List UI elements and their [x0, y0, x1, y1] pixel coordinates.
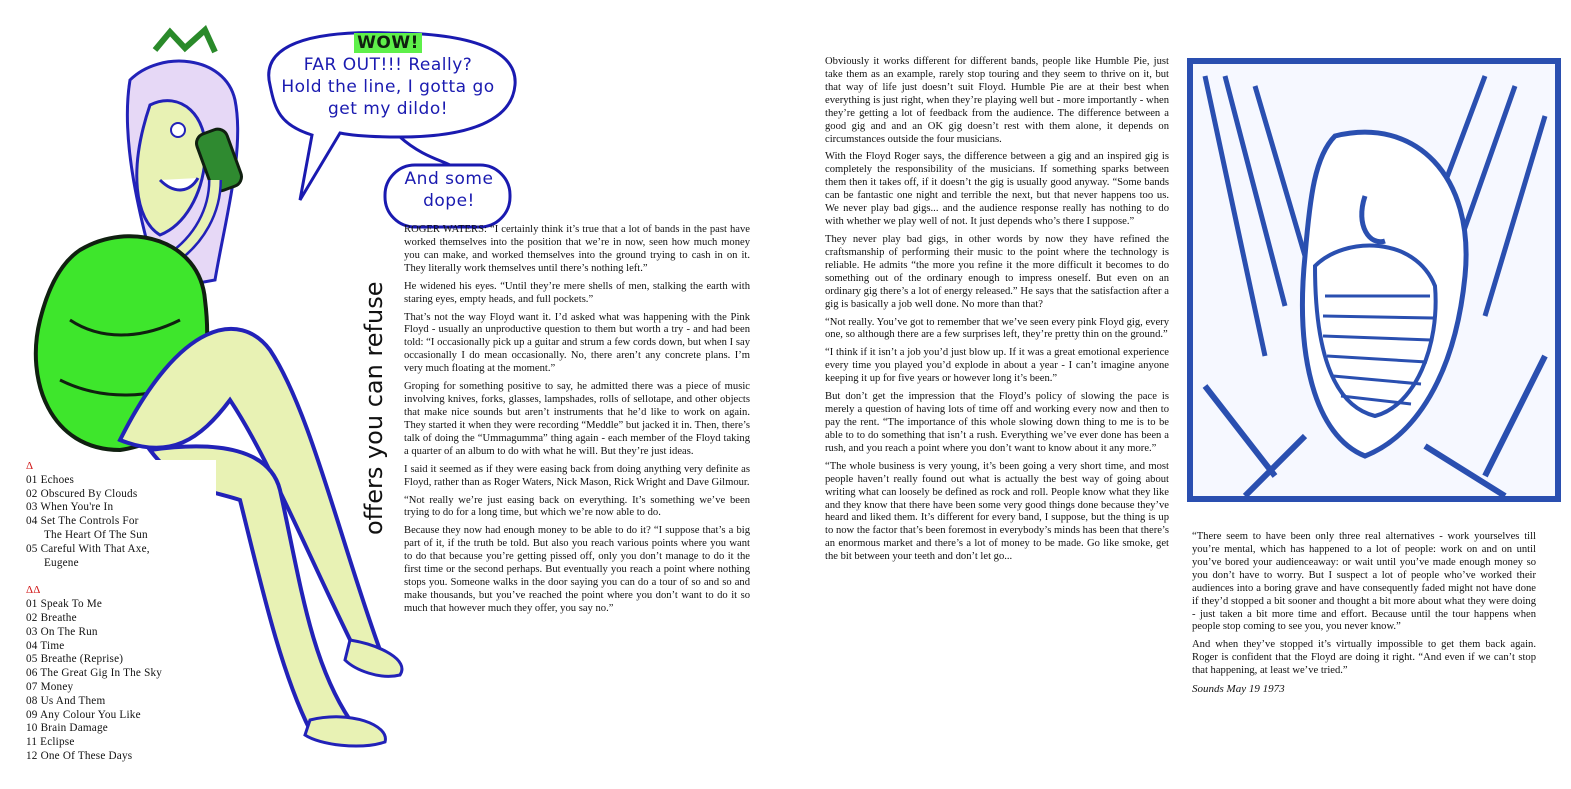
paragraph: Because they now had enough money to be able to do it? “I suppose that’s a big part of it, if the truth be told. But also you reach various points where you want to do that because you’re getting pissed off, only you don’t manage to do it the first time or the second perhaps. But eventually you reach a point where nothing stops you. Someone walks in the door saying you can do a tour of so and so and make thousands, but you’ve reached the point where you don’t want to do it so much that however much they offer, you say no.”: [404, 525, 750, 614]
track-item: 05 Breathe (Reprise): [26, 653, 124, 666]
track-item: 04 Set The Controls For: [26, 515, 139, 528]
track-item: 01 Speak To Me: [26, 598, 103, 611]
source-credit: Sounds May 19 1973: [1192, 683, 1285, 696]
tracklist: [26, 460, 216, 764]
paragraph: He widened his eyes. “Until they’re mere shells of men, stalking the earth with staring eyes, empty heads, and full pockets.”: [404, 280, 750, 305]
track-item: 10 Brain Damage: [26, 722, 108, 735]
track-item: 11 Eclipse: [26, 736, 75, 749]
speech-line: get my dildo!: [327, 99, 449, 119]
track-item: 06 The Great Gig In The Sky: [26, 667, 163, 680]
track-item: 01 Echoes: [26, 473, 75, 486]
woodcut-portrait-illustration: [1185, 56, 1565, 506]
track-item: 08 Us And Them: [26, 694, 106, 707]
paragraph: “Not really. You’ve got to remember that we’ve seen every pink Floyd gig, every one, so although there are a few surprises left, they’re pretty thin on the ground.”: [825, 316, 1169, 341]
article-column-right-2: [1192, 531, 1536, 702]
paragraph: “There seem to have been only three real alternatives - work yourselves till you’re mental, which has happened to a lot of people: work on and on until you’ve bored your audienceaway: or wait until you’ve made enough money so you don’t have to worry. But I suspect a lot of people who’ve worked their audiences into a boring grave and have consequently faded might not have done if they’d stopped a bit sooner and thought a bit more about what they were doing - just taken a bit more time and effort. Because until the tour happens when people stop coming to see you, you never know.”: [1192, 531, 1536, 633]
right-page: [785, 0, 1571, 789]
paragraph: Obviously it works different for different bands, people like Humble Pie, just take them as an example, rarely stop touring and they seem to thrive on it, but that way of life just doesn’t suit Floyd. Humble Pie are at their best when everything is just right, when they’re playing well but - more importantly - when they’re getting a lot of feedback from the audience. The difference between a good gig and and an OK gig doesn’t rest with them alone, it depends on circumstances outside the four musicians.: [825, 56, 1169, 145]
article-column-left: [404, 224, 750, 621]
paragraph: Groping for something positive to say, he admitted there was a piece of music involving knives, forks, glasses, lampshades, rolls of sellotape, and other objects that make nice sounds but aren’t instruments that he’d like to work on again. They started it when they were recording “Meddle” but jacked it in. Then, there’s talk of doing the “Ummagumma” thing again - each member of the Floyd taking a quarter of an album to do with what he will. But they’re just ideas.: [404, 381, 750, 457]
track-item: 04 Time: [26, 639, 65, 652]
wow-exclamation: WOW!: [354, 33, 422, 53]
paragraph: They never play bad gigs, in other words by now they have refined the craftsmanship of performing their music to the point where the technology is reliable. He admits “the more you refine it the more difficult it becomes to do something out of the ordinary enough to impress oneself. But even on an ordinary gig there’s a lot of energy released.” He says that the satisfaction after a gig is basically a job well done. No more than that?: [825, 233, 1169, 310]
speech-line: dope!: [423, 191, 475, 211]
speech-bubble-2: [388, 168, 510, 212]
speech-bubble-1: [258, 32, 518, 120]
paragraph: And when they’ve stopped it’s virtually impossible to get them back again. Roger is confident that the Floyd are doing it right. “And even if we can’t stop that happening, at least we’ve tried.”: [1192, 639, 1536, 677]
article-column-right: [825, 56, 1169, 569]
speech-line: Hold the line, I gotta go: [281, 77, 495, 97]
paragraph: “I think if it isn’t a job you’d just blow up. If it was a great emotional experience every time you played you’d explode in about a year - I can’t imagine anyone keeping it up for five years or however long it’s been.”: [825, 347, 1169, 385]
track-item: Eugene: [44, 556, 79, 569]
left-page: [0, 0, 785, 789]
track-item: 03 When You're In: [26, 501, 114, 514]
paragraph: ROGER WATERS: “I certainly think it’s true that a lot of bands in the past have worked themselves into the position that we’re in now, seen how much money you can make, and worked themselves into the ground trying to cash in on it. They literally work themselves until there’s nothing left.”: [404, 224, 750, 274]
track-item: 05 Careful With That Axe,: [26, 542, 150, 555]
vertical-title: offers you can refuse: [360, 281, 388, 535]
track-item: 03 On The Run: [26, 625, 98, 638]
paragraph: With the Floyd Roger says, the difference between a gig and an inspired gig is completely the responsibility of the musicians. If something sparks between them then it takes off, if it doesn’t the gig is usually good anyway. “Some bands can be fantastic one night and terrible the next, but that never happens too us. We never play bad gigs... and the audience response really has nothing to do with whether we play well of not. It just depends who’s there I suppose.”: [825, 151, 1169, 228]
track-item: 07 Money: [26, 680, 74, 693]
set-1-symbol: Δ: [26, 460, 34, 472]
paragraph: “Not really we’re just easing back on everything. It’s something we’ve been trying to do for a long time, but which we’re now able to do.: [404, 494, 750, 519]
track-item: 02 Obscured By Clouds: [26, 487, 138, 500]
track-item: 02 Breathe: [26, 611, 77, 624]
speech-line: FAR OUT!!! Really?: [303, 55, 473, 75]
track-item: 12 One Of These Days: [26, 749, 133, 762]
track-item: The Heart Of The Sun: [44, 528, 148, 541]
paragraph: That’s not the way Floyd want it. I’d asked what was happening with the Pink Floyd - usually an unproductive question to them but worth a try - and had been told: “I occasionally pick up a guitar and strum a few cords down, but when I say occasionally I do mean occasionally. No, there aren’t any concrete plans. I’m very much floating at the moment.”: [404, 311, 750, 375]
track-item: 09 Any Colour You Like: [26, 708, 141, 721]
paragraph: But don’t get the impression that the Floyd’s policy of slowing the pace is merely a question of having lots of time off and working every now and then to pay the rent. “The importance of this whole slowing down thing to me is to be able to to do something that isn’t a rush. Everything we’ve ever done has been a rush, and you reach a point where you don’t want to know about it any more.”: [825, 391, 1169, 454]
set-2-symbol: ΔΔ: [26, 584, 41, 597]
paragraph: I said it seemed as if they were easing back from doing anything very definite as Floyd, rather than as Roger Waters, Nick Mason, Rick Wright and Dave Gilmour.: [404, 463, 750, 488]
speech-line: And some: [404, 169, 494, 189]
paragraph: “The whole business is very young, it’s been going a very short time, and most people haven’t really found out what is actually the best way of going about writing what can loosely be defined as rock and roll. People know what they like and they know that there have been some very good things done because they’ve heard and liked them. It’s different for every band, I suppose, but the thing is up to now the factor that’s been foremost in everybody’s minds has been that there’s an enormous market and there’s a lot of money to be made. Go like smoke, get the bit between your teeth and don’t let go...: [825, 460, 1169, 563]
